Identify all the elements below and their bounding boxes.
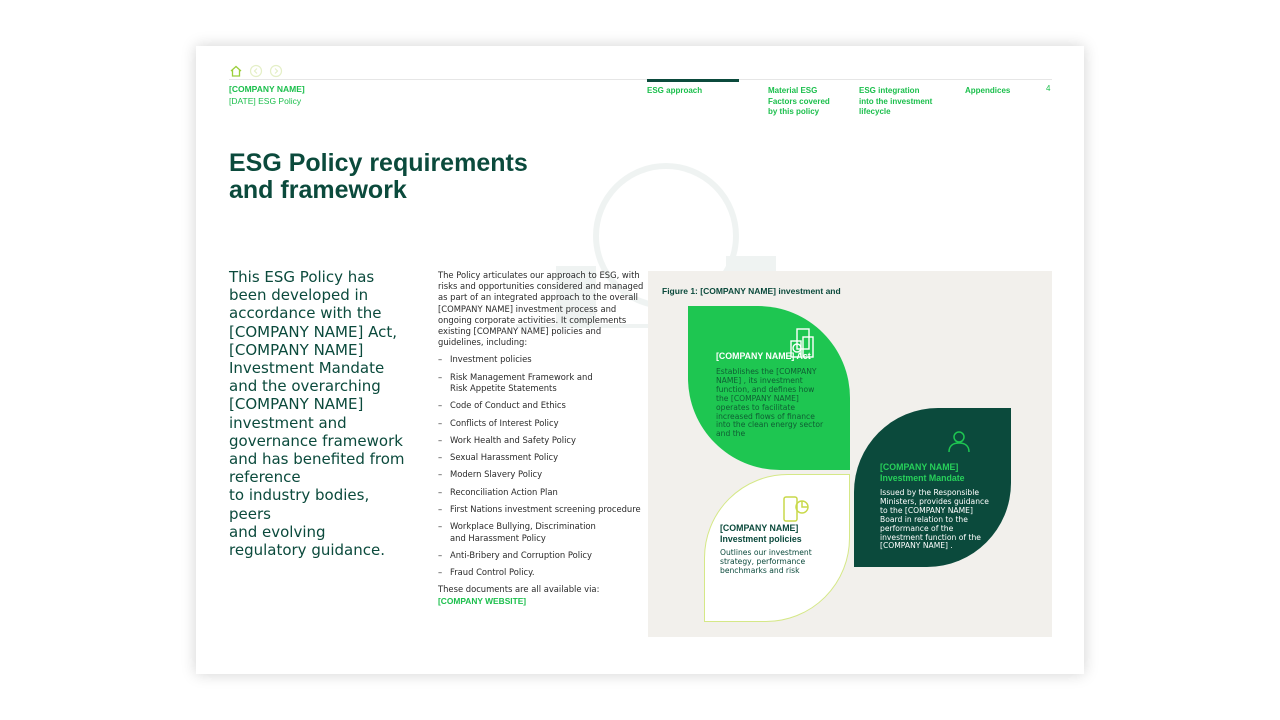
list-item: – Modern Slavery Policy: [438, 469, 655, 480]
nav-tab-material-esg-factors[interactable]: Material ESG Factors covered by this policy: [768, 86, 830, 116]
body-paragraph: The Policy articulates our approach to ESG, with risks and opportunities considered and managed as part of an integrated approach to the overall [COMPANY NAME] investment process and ongoing corporate activities. It complements existing [COMPANY NAME] policies and guidelines, including:: [438, 270, 644, 348]
availability-note: These documents are all available via:: [438, 584, 600, 595]
back-icon[interactable]: [249, 63, 263, 77]
list-item: – Conflicts of Interest Policy: [438, 418, 655, 429]
list-item: – First Nations investment screening procedure: [438, 504, 655, 515]
page-number: 4: [1046, 84, 1051, 93]
act-heading: [COMPANY NAME] Act: [716, 351, 811, 361]
list-item: – Investment policies: [438, 354, 655, 365]
document-page: [196, 46, 1084, 674]
header-company-name: [COMPANY NAME]: [229, 84, 305, 94]
nav-tab-esg-approach[interactable]: ESG approach: [647, 86, 747, 97]
related-policies-list: [438, 354, 648, 578]
figure-framework: [648, 271, 1052, 637]
framework-leaf-policies: [704, 474, 850, 622]
page-title: ESG Policy requirements and framework: [229, 149, 528, 204]
list-item: – Fraud Control Policy.: [438, 567, 655, 578]
header-divider: [229, 79, 1052, 80]
document-chart-icon: [779, 495, 811, 525]
header-policy-date: [DATE] ESG Policy: [229, 96, 302, 106]
policy-body-column: [438, 270, 648, 607]
intro-statement: This ESG Policy has been developed in accordance with the [COMPANY NAME] Act, [COMPANY NAME] Investment Mandate and the overarching [COMPANY NAME] investment and governance framework and has benefited from reference to industry bodies, peers and evolving regulatory guidance.: [229, 268, 405, 560]
nav-tab-esg-integration[interactable]: ESG integration into the investment lifecycle: [859, 86, 933, 116]
toolbar: [229, 63, 283, 77]
framework-leaf-act: [688, 306, 850, 470]
mandate-heading: [COMPANY NAME] Investment Mandate: [880, 462, 965, 483]
list-item: – Code of Conduct and Ethics: [438, 400, 655, 411]
list-item: – Risk Management Framework and Risk Appetite Statements: [438, 372, 655, 394]
figure-title: Figure 1: [COMPANY NAME] investment and: [662, 286, 841, 296]
company-website-link[interactable]: [COMPANY WEBSITE]: [438, 595, 527, 606]
list-item: – Work Health and Safety Policy: [438, 435, 655, 446]
nav-tab-appendices[interactable]: Appendices: [965, 86, 1011, 95]
forward-icon[interactable]: [269, 63, 283, 77]
mandate-description: Issued by the Responsible Ministers, provides guidance to the [COMPANY NAME] Board in relation to the performance of the investment function of the [COMPANY NAME] .: [880, 488, 989, 551]
home-icon[interactable]: [229, 63, 243, 77]
act-description: Establishes the [COMPANY NAME] , its investment function, and defines how the [COMPANY NAME] operates to facilitate increased flows of finance into the clean energy sector and the: [716, 367, 824, 439]
list-item: – Anti-Bribery and Corruption Policy: [438, 550, 655, 561]
list-item: – Reconciliation Action Plan: [438, 487, 655, 498]
policies-heading: [COMPANY NAME] Investment policies: [720, 523, 802, 544]
list-item: – Sexual Harassment Policy: [438, 452, 655, 463]
policies-description: Outlines our investment strategy, performance benchmarks and risk: [720, 548, 812, 575]
list-item: – Workplace Bullying, Discrimination and Harassment Policy: [438, 521, 655, 543]
person-icon: [946, 428, 972, 454]
framework-leaf-mandate: [854, 408, 1011, 567]
